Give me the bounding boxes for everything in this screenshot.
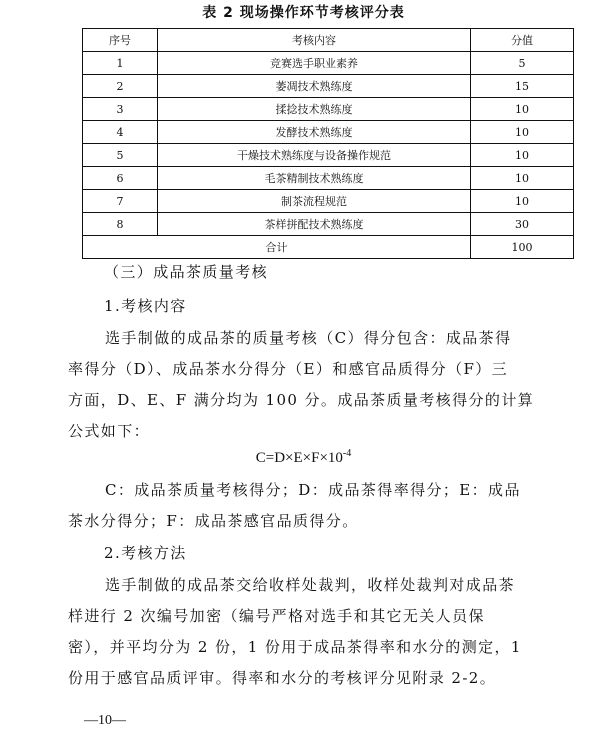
row-number: 6	[83, 167, 158, 190]
column-header-number: 序号	[83, 29, 158, 52]
table-row	[83, 167, 574, 190]
total-label: 合计	[83, 236, 471, 259]
row-content: 揉捻技术熟练度	[158, 98, 471, 121]
table-row	[83, 75, 574, 98]
row-content: 茶样拼配技术熟练度	[158, 213, 471, 236]
row-number: 2	[83, 75, 158, 98]
table-row	[83, 52, 574, 75]
row-score: 10	[471, 144, 574, 167]
formula	[0, 448, 607, 467]
row-score: 30	[471, 213, 574, 236]
column-header-score: 分值	[471, 29, 574, 52]
row-content: 发酵技术熟练度	[158, 121, 471, 144]
paragraph-line: 率得分（D）、成品茶水分得分（E）和感官品质得分（F）三	[68, 360, 509, 378]
row-number: 3	[83, 98, 158, 121]
row-content: 毛茶精制技术熟练度	[158, 167, 471, 190]
row-score: 10	[471, 121, 574, 144]
formula-base: C=D×E×F×10	[255, 450, 343, 466]
row-content: 干燥技术熟练度与设备操作规范	[158, 144, 471, 167]
paragraph-line: 茶水分得分；F：成品茶感官品质得分。	[68, 512, 359, 530]
item1-paragraph	[68, 323, 546, 447]
row-score: 10	[471, 190, 574, 213]
paragraph-line: 密），并平均分为 2 份，1 份用于成品茶得率和水分的测定，1	[68, 638, 522, 656]
row-score: 15	[471, 75, 574, 98]
table-header-row	[83, 29, 574, 52]
paragraph-line: 公式如下：	[68, 422, 151, 440]
item2-heading: 2.考核方法	[104, 544, 187, 562]
table-title: 表 2 现场操作环节考核评分表	[202, 5, 405, 21]
item2-paragraph	[68, 570, 546, 694]
row-number: 8	[83, 213, 158, 236]
table-row	[83, 213, 574, 236]
paragraph-line: 选手制做的成品茶交给收样处裁判，收样处裁判对成品茶	[105, 576, 516, 594]
row-number: 4	[83, 121, 158, 144]
score-table	[82, 28, 574, 259]
formula-legend	[68, 475, 546, 537]
row-number: 1	[83, 52, 158, 75]
table-row	[83, 144, 574, 167]
table-row	[83, 190, 574, 213]
paragraph-line: C：成品茶质量考核得分；D：成品茶得率得分；E：成品	[105, 481, 521, 499]
row-score: 5	[471, 52, 574, 75]
row-score: 10	[471, 98, 574, 121]
row-content: 制茶流程规范	[158, 190, 471, 213]
formula-exponent: -4	[342, 448, 352, 459]
column-header-content: 考核内容	[158, 29, 471, 52]
paragraph-line: 选手制做的成品茶的质量考核（C）得分包含：成品茶得	[105, 329, 512, 347]
table-total-row	[83, 236, 574, 259]
paragraph-line: 份用于感官品质评审。得率和水分的考核评分见附录 2-2。	[68, 669, 497, 687]
total-value: 100	[471, 236, 574, 259]
row-number: 7	[83, 190, 158, 213]
row-content: 竞赛选手职业素养	[158, 52, 471, 75]
paragraph-line: 样进行 2 次编号加密（编号严格对选手和其它无关人员保	[68, 607, 485, 625]
section-heading: （三）成品茶质量考核	[104, 263, 269, 281]
table-row	[83, 121, 574, 144]
page-number: —10—	[84, 713, 126, 728]
row-content: 萎凋技术熟练度	[158, 75, 471, 98]
paragraph-line: 方面，D、E、F 满分均为 100 分。成品茶质量考核得分的计算	[68, 391, 535, 409]
row-score: 10	[471, 167, 574, 190]
item1-heading: 1.考核内容	[104, 297, 187, 315]
row-number: 5	[83, 144, 158, 167]
table-row	[83, 98, 574, 121]
